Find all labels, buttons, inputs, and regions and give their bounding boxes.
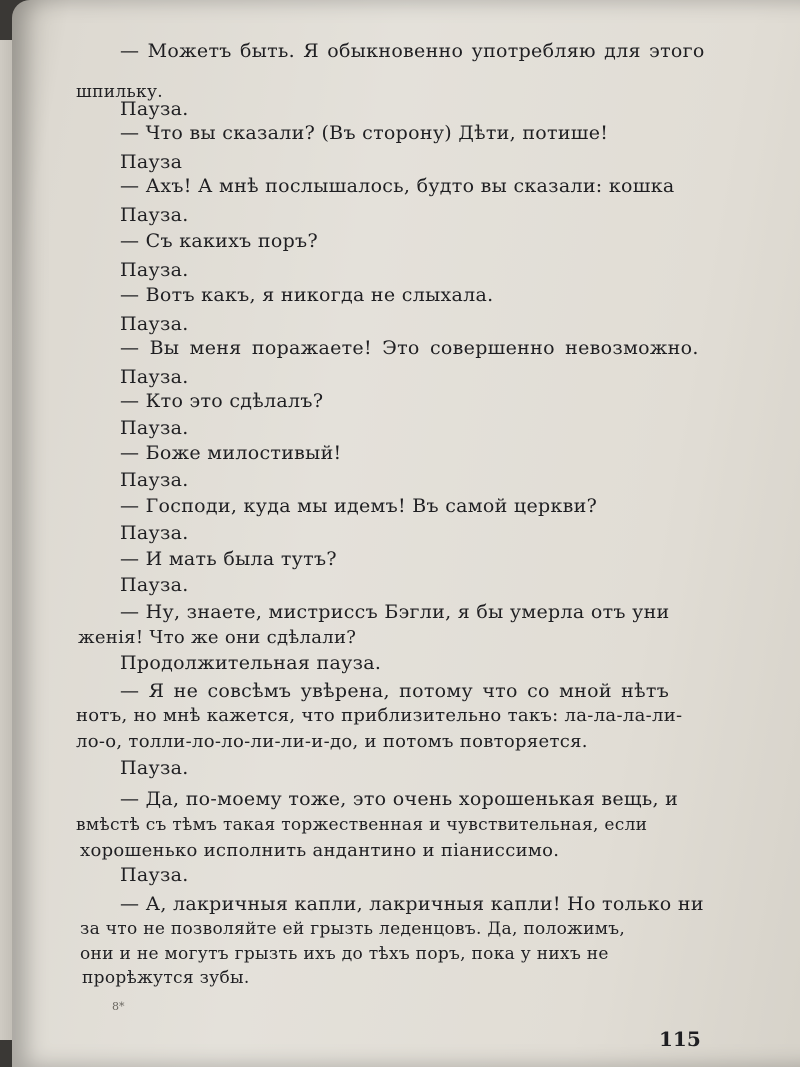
text-line: женія! Что же они сдѣлали? (78, 627, 357, 648)
text-line: — Вотъ какъ, я никогда не слыхала. (120, 284, 494, 306)
text-line: они и не могутъ грызть ихъ до тѣхъ поръ, пока у нихъ не (80, 944, 609, 964)
text-line: — Ахъ! А мнѣ послышалось, будто вы сказали: кошка (120, 175, 675, 197)
text-line: — Господи, куда мы идемъ! Въ самой церкви? (120, 495, 598, 517)
text-line: за что не позволяйте ей грызть леденцовъ. Да, положимъ, (80, 919, 626, 939)
text-line: Пауза. (120, 469, 189, 491)
text-line: Пауза. (120, 98, 189, 120)
text-line: Продолжительная пауза. (120, 652, 382, 674)
text-line: — Кто это сдѣлалъ? (120, 390, 324, 412)
text-line: Пауза. (120, 259, 189, 281)
text-line: Пауза. (120, 864, 189, 886)
text-line: — Съ какихъ поръ? (120, 230, 318, 252)
text-line: — Я не совсѣмъ увѣрена, потому что со мной нѣтъ (120, 680, 670, 702)
signature-mark: 8* (112, 1000, 125, 1013)
text-line: — И мать была тутъ? (120, 548, 337, 570)
text-line: вмѣстѣ съ тѣмъ такая торжественная и чувствительная, если (76, 815, 648, 835)
text-line: Пауза. (120, 574, 189, 596)
text-line: Пауза. (120, 757, 189, 779)
text-line: нотъ, но мнѣ кажется, что приблизительно такъ: ла-ла-ла-ли- (76, 705, 683, 726)
text-line: ло-о, толли-ло-ло-ли-ли-и-до, и потомъ повторяется. (76, 731, 588, 752)
text-line: — Боже милостивый! (120, 442, 342, 464)
text-line: хорошенько исполнить андантино и піаниссимо. (80, 840, 560, 861)
text-line: — Ну, знаете, мистриссъ Бэгли, я бы умерла отъ уни (120, 601, 670, 623)
text-line: Пауза (120, 151, 183, 173)
text-line: — А, лакричныя капли, лакричныя капли! Но только ни (120, 893, 704, 915)
text-line: прорѣжутся зубы. (82, 968, 250, 988)
text-line: шпильку. (76, 82, 163, 102)
text-line: Пауза. (120, 313, 189, 335)
text-line: Пауза. (120, 204, 189, 226)
page-number: 115 (659, 1027, 701, 1051)
text-line: Пауза. (120, 366, 189, 388)
text-line: — Да, по-моему тоже, это очень хорошенькая вещь, и (120, 788, 679, 810)
text-line: — Можетъ быть. Я обыкновенно употребляю для этого (120, 40, 705, 62)
text-line: — Что вы сказали? (Въ сторону) Дѣти, потише! (120, 122, 609, 144)
text-line: Пауза. (120, 417, 189, 439)
text-line: Пауза. (120, 522, 189, 544)
text-line: — Вы меня поражаете! Это совершенно невозможно. (120, 337, 699, 359)
